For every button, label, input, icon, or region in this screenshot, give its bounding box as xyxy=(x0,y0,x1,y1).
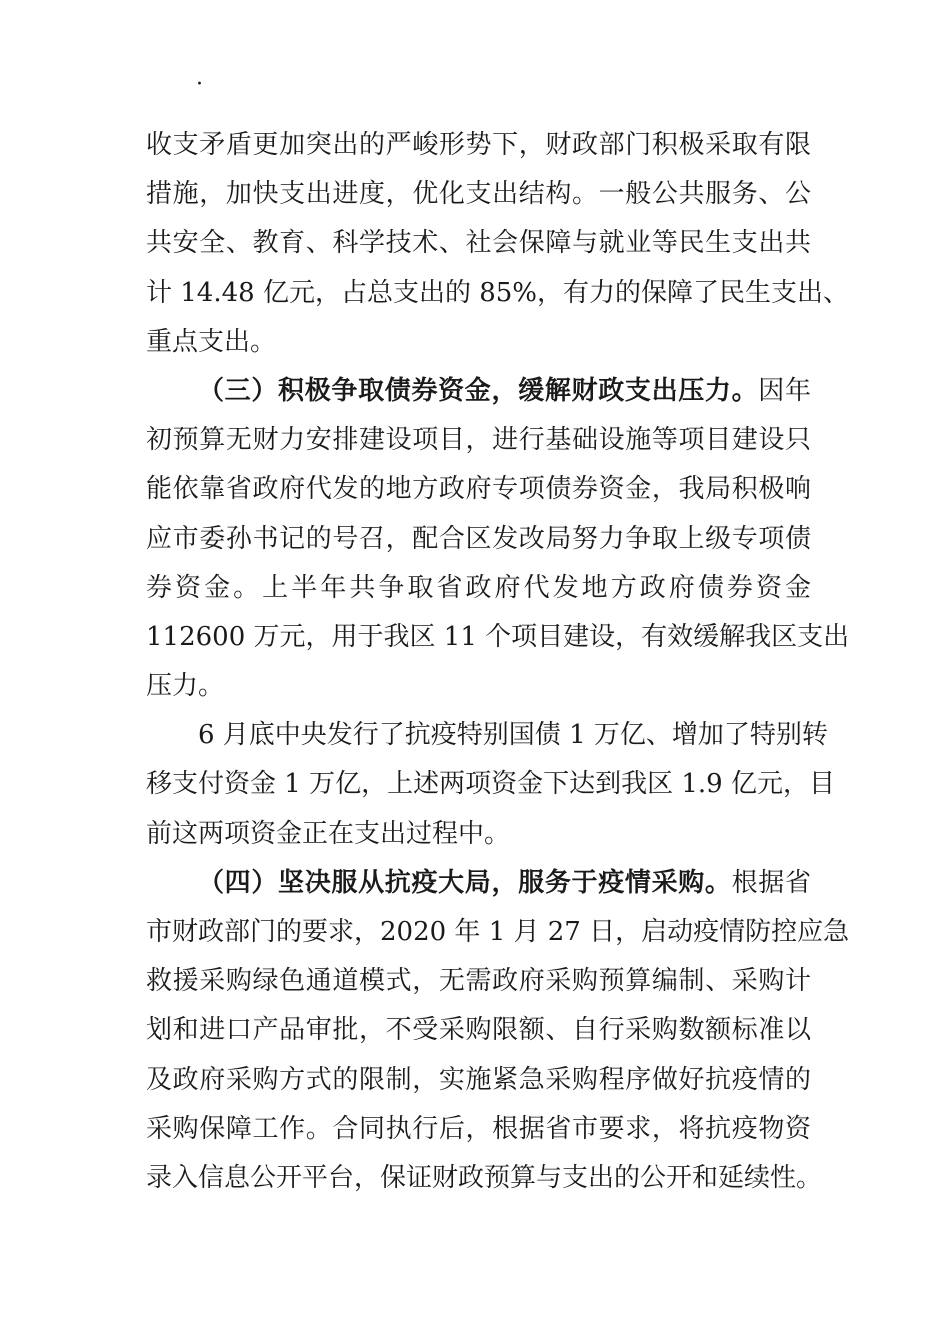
text-line: 措施，加快支出进度，优化支出结构。一般公共服务、公 xyxy=(146,179,811,210)
text-line: 112600 万元，用于我区 11 个项目建设，有效缓解我区支出 xyxy=(146,621,850,652)
paragraph xyxy=(146,367,850,711)
section-heading: （四）坚决服从抗疫大局，服务于疫情采购。 xyxy=(198,867,732,898)
header-dot: · xyxy=(196,72,203,97)
body-text xyxy=(146,121,850,1203)
text-line xyxy=(146,367,811,416)
paragraph xyxy=(146,121,850,367)
text-run: 因年 xyxy=(758,375,811,406)
text-line: 应市委孙书记的号召，配合区发改局努力争取上级专项债 xyxy=(146,523,811,554)
text-line: 券资金。上半年共争取省政府代发地方政府债券资金 xyxy=(146,572,811,603)
text-line: 共安全、教育、科学技术、社会保障与就业等民生支出共 xyxy=(146,228,811,259)
paragraph xyxy=(146,859,850,1203)
paragraph xyxy=(146,711,835,859)
text-line: 前这两项资金正在支出过程中。 xyxy=(146,818,511,849)
text-line: 及政府采购方式的限制，实施紧急采购程序做好抗疫情的 xyxy=(146,1064,811,1095)
text-line: 录入信息公开平台，保证财政预算与支出的公开和延续性。 xyxy=(146,1162,823,1193)
text-line: 救援采购绿色通道模式，无需政府采购预算编制、采购计 xyxy=(146,966,811,997)
text-line: 移支付资金 1 万亿，上述两项资金下达到我区 1.9 亿元，目 xyxy=(146,769,835,800)
section-heading: （三）积极争取债券资金，缓解财政支出压力。 xyxy=(198,375,759,406)
text-line: 压力。 xyxy=(146,671,225,702)
text-line: 划和进口产品审批，不受采购限额、自行采购数额标准以 xyxy=(146,1015,811,1046)
text-line: 能依靠省政府代发的地方政府专项债券资金，我局积极响 xyxy=(146,474,811,505)
text-line: 收支矛盾更加突出的严峻形势下，财政部门积极采取有限 xyxy=(146,130,811,160)
text-line: 采购保障工作。合同执行后，根据省市要求，将抗疫物资 xyxy=(146,1113,811,1144)
text-line: 初预算无财力安排建设项目，进行基础设施等项目建设只 xyxy=(146,425,811,456)
text-line: 计 14.48 亿元，占总支出的 85%，有力的保障了民生支出、 xyxy=(146,277,850,308)
text-run: 根据省 xyxy=(731,867,811,898)
text-line: 6 月底中央发行了抗疫特别国债 1 万亿、增加了特别转 xyxy=(198,720,828,751)
text-line: 市财政部门的要求，2020 年 1 月 27 日，启动疫情防控应急 xyxy=(146,917,850,947)
text-line: 重点支出。 xyxy=(146,326,277,357)
text-line xyxy=(146,859,811,908)
